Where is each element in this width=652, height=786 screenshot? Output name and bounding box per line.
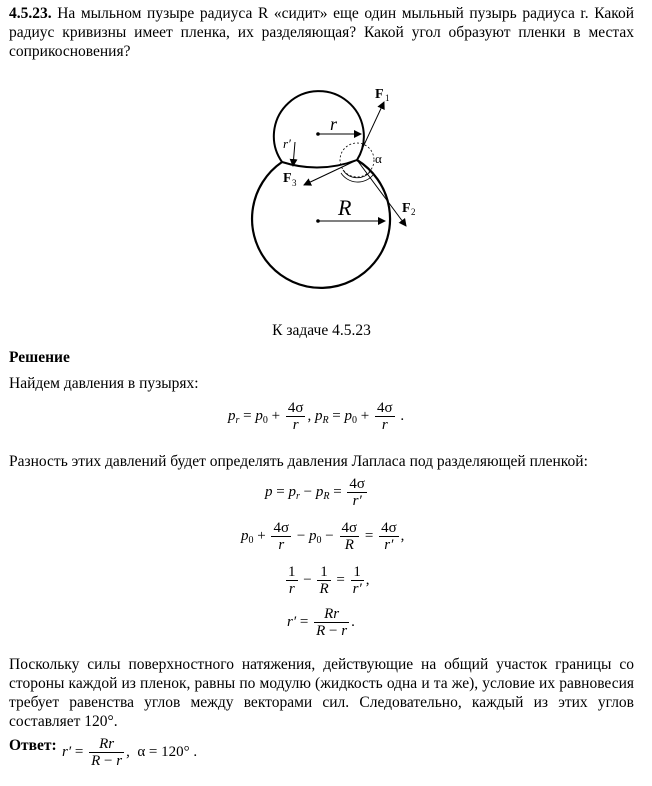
equation-result: r′ = $\frac{Rr}{R - r}$ . (287, 606, 355, 639)
label-r-prime: r′ (283, 136, 291, 151)
answer-equation: r′ = $\frac{Rr}{R - r}$ , α = 120° . (62, 736, 198, 769)
svg-text:1: 1 (385, 93, 390, 103)
radius-r-prime-arrow (293, 142, 295, 166)
answer (9, 736, 57, 755)
label-r: r (330, 114, 338, 134)
solution-paragraph-3: Поскольку силы поверхностного натяжения, действующие на общий участок границы со стороны каждой из пленок, равны по модулю (жидкость одна и та же), условие их равновесия требует равенства углов между векторами сил. Следовательно, каждый из этих углов составляет 120°. (9, 656, 634, 730)
solution-paragraph-1: Найдем давления в пузырях: (9, 375, 199, 392)
label-alpha: α (375, 151, 382, 166)
problem-statement (9, 4, 634, 61)
equation-laplace: $p = p_r - p_R$ = $\frac{4\sigma}{r'}$ (265, 476, 366, 509)
svg-text:3: 3 (292, 178, 297, 188)
label-F1: F (375, 87, 384, 102)
problem-text: На мыльном пузыре радиуса R «сидит» еще один мыльный пузырь радиуса r. Какой радиус кривизны имеет пленка, их разделяющая? Какой угол образуют пленки в местах соприкосновения? (9, 5, 635, 60)
answer-label: Ответ: (9, 737, 57, 754)
label-F2: F (402, 201, 411, 216)
large-bubble-outline (252, 160, 390, 288)
label-F3: F (283, 171, 292, 186)
label-R: R (338, 195, 352, 220)
equation-expanded: $p_0$ + $\frac{4\sigma}{r}$ − $p_0$ − $\frac{4\sigma}{R}$ = $\frac{4\sigma}{r'}$ , (241, 520, 405, 553)
bubbles-figure (234, 82, 434, 294)
small-bubble-outline (274, 91, 364, 162)
svg-text:2: 2 (411, 207, 416, 217)
solution-heading: Решение (9, 349, 70, 366)
force-F2-arrow (357, 160, 406, 226)
force-F3-arrow (304, 160, 357, 185)
problem-number: 4.5.23. (9, 5, 52, 22)
solution-paragraph-2: Разность этих давлений будет определять давления Лапласа под разделяющей пленкой: (9, 453, 588, 470)
figure-caption: К задаче 4.5.23 (272, 322, 371, 339)
equation-pressures: $p_r = p_0$ + $\frac{4\sigma}{r}$ , $p_R = p_0$ + $\frac{4\sigma}{r}$ . (228, 400, 405, 433)
equation-reciprocal: $\frac{1}{r}$ − $\frac{1}{R}$ = $\frac{1}{r'}$ , (288, 564, 370, 597)
